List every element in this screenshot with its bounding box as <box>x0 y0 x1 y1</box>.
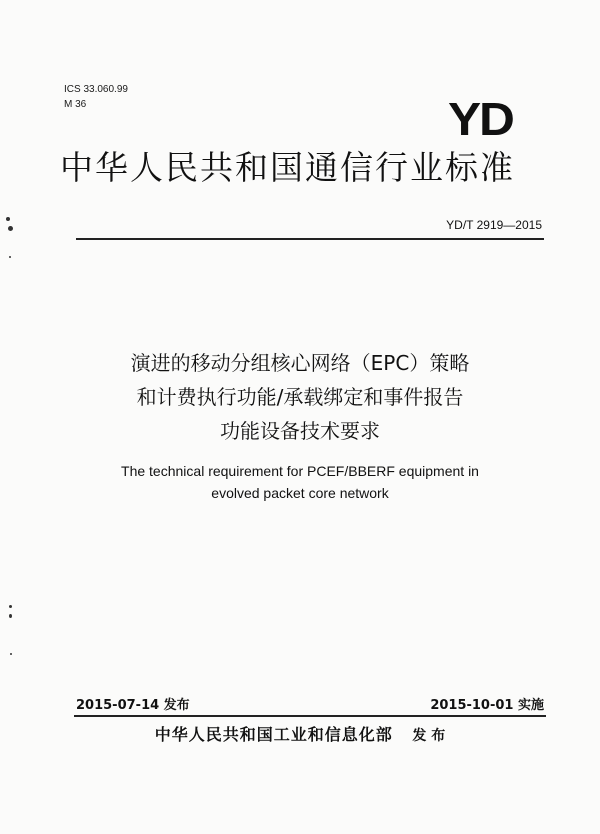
footer-divider <box>74 715 546 717</box>
title-line-en: The technical requirement for PCEF/BBERF equipment in <box>121 463 479 479</box>
classification-codes <box>64 82 128 112</box>
title-line: 演进的移动分组核心网络（EPC）策略 <box>130 351 470 375</box>
document-title-en <box>0 460 600 504</box>
issue-date: 2015-07-14 发布 <box>76 698 190 713</box>
scan-speck <box>9 614 12 618</box>
document-title-zh <box>0 346 600 448</box>
publisher-organization: 中华人民共和国工业和信息化部 <box>154 725 393 744</box>
scan-speck <box>8 226 13 231</box>
scan-speck <box>10 653 12 655</box>
scan-speck <box>9 256 11 258</box>
implementation-date: 2015-10-01 实施 <box>430 698 544 713</box>
standard-category-title: 中华人民共和国通信行业标准 <box>60 148 515 187</box>
publisher <box>0 722 600 745</box>
ics-code: ICS 33.060.99 <box>64 84 128 95</box>
header-divider <box>76 238 544 240</box>
title-line-en: evolved packet core network <box>211 485 389 501</box>
yd-logo: YD <box>448 93 513 145</box>
standard-number: YD/T 2919—2015 <box>446 218 542 232</box>
scan-speck <box>6 217 10 221</box>
category-code: M 36 <box>64 99 87 110</box>
publisher-verb: 发 布 <box>412 728 446 744</box>
title-line: 功能设备技术要求 <box>220 419 380 443</box>
scan-speck <box>9 605 12 608</box>
title-line: 和计费执行功能/承载绑定和事件报告 <box>136 385 464 409</box>
